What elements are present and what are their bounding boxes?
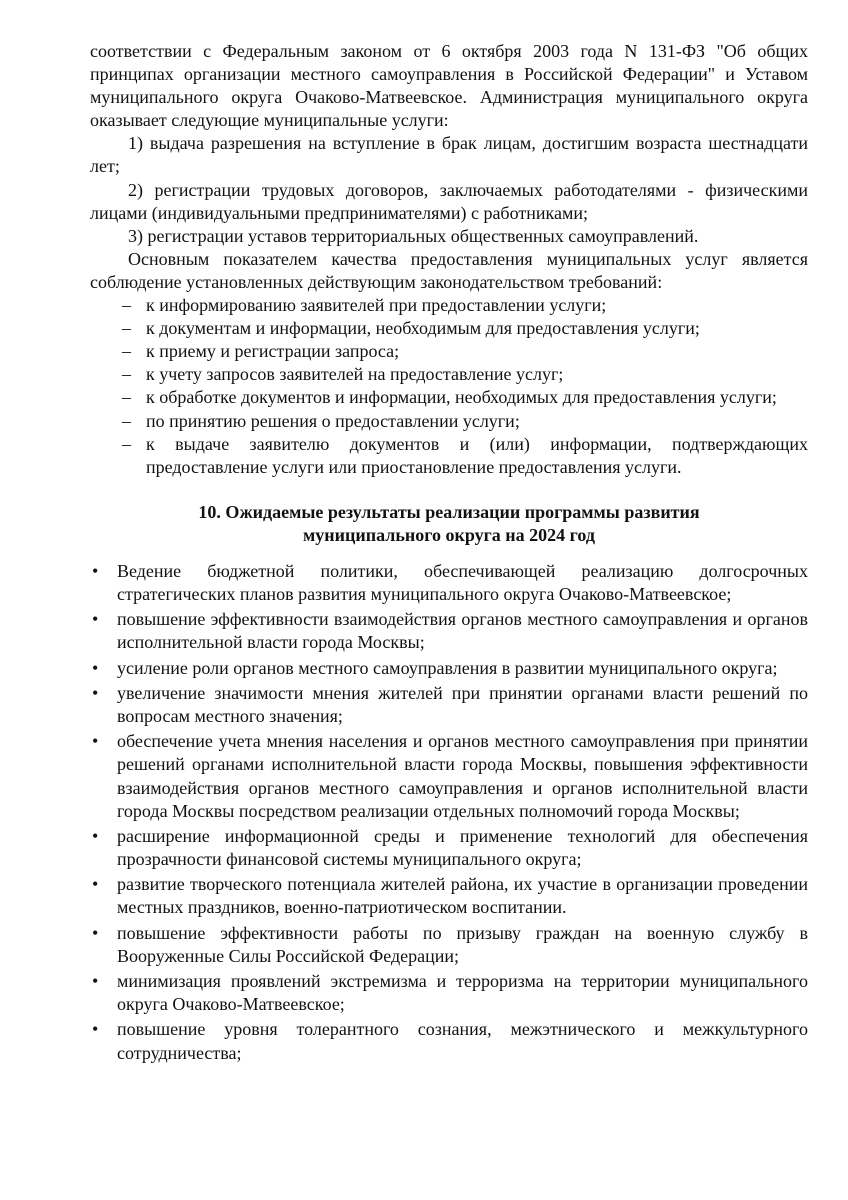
quality-paragraph: Основным показателем качества предоставления муниципальных услуг является соблюдение установленных действующим законодательством требований: [90, 248, 808, 292]
requirement-item [122, 340, 808, 363]
intro-paragraph: соответствии с Федеральным законом от 6 октября 2003 года N 131-ФЗ "Об общих принципах организации местного самоуправления в Российской Федерации" и Уставом муниципального округа Очаково-Матвеевское. Администрация муниципального округа оказывает следующие муниципальные услуги: [90, 41, 808, 131]
requirement-item [122, 433, 808, 479]
result-text: обеспечение учета мнения населения и органов местного самоуправления при принятии решений органами исполнительной власти города Москвы, повышения эффективности взаимодействия органов местного самоуправления и органов исполнительной власти города Москвы посредством реализации отдельных полномочий города Москвы; [117, 731, 808, 821]
bullet-marker: • [92, 1019, 99, 1040]
requirement-item [122, 410, 808, 433]
result-text: Ведение бюджетной политики, обеспечивающей реализацию долгосрочных стратегических планов развития муниципального округа Очаково-Матвеевское; [117, 560, 808, 605]
requirement-text: к учету запросов заявителей на предоставление услуг; [146, 364, 564, 385]
dash-marker: – [122, 410, 131, 431]
requirement-text: к информированию заявителей при предоставлении услуги; [146, 295, 607, 316]
result-item [90, 922, 808, 968]
bullet-marker: • [92, 683, 99, 703]
requirements-list [90, 294, 808, 479]
dash-marker: – [122, 295, 131, 316]
service-item-2: 2) регистрации трудовых договоров, заключаемых работодателями - физическими лицами (индивидуальными предпринимателями) с работниками; [90, 179, 808, 223]
requirement-text: к выдаче заявителю документов и (или) информации, подтверждающих предоставление услуги или приостановление предоставления услуги. [146, 433, 808, 477]
result-item [90, 1018, 808, 1064]
bullet-marker: • [92, 825, 99, 846]
result-text: усиление роли органов местного самоуправления в развитии муниципального округа; [117, 657, 778, 678]
requirement-item [122, 386, 808, 409]
service-item-3: 3) регистрации уставов территориальных общественных самоуправлений. [128, 225, 699, 246]
bullet-marker: • [92, 874, 99, 895]
result-item [90, 825, 808, 871]
requirement-text: по принятию решения о предоставлении услуги; [146, 410, 520, 431]
section-heading [90, 501, 808, 547]
result-item [90, 657, 808, 680]
bullet-marker: • [92, 609, 99, 630]
dash-marker: – [122, 433, 131, 454]
requirement-text: к приему и регистрации запроса; [146, 341, 400, 362]
result-item [90, 970, 808, 1016]
requirement-text: к обработке документов и информации, необходимых для предоставления услуги; [146, 387, 777, 408]
result-text: повышение эффективности взаимодействия органов местного самоуправления и органов исполнительной власти города Москвы; [117, 609, 808, 653]
bullet-marker: • [92, 971, 99, 992]
result-text: повышение эффективности работы по призыву граждан на военную службу в Вооруженные Силы Российской Федерации; [117, 922, 808, 966]
requirement-text: к документам и информации, необходимым для предоставления услуги; [146, 318, 700, 339]
result-text: повышение уровня толерантного сознания, межэтнического и межкультурного сотрудничества; [117, 1019, 808, 1063]
result-text: минимизация проявлений экстремизма и терроризма на территории муниципального округа Очаково-Матвеевское; [117, 971, 808, 1015]
dash-marker: – [122, 387, 131, 408]
service-item-1: 1) выдача разрешения на вступление в брак лицам, достигшим возраста шестнадцати лет; [90, 133, 808, 177]
dash-marker: – [122, 341, 131, 362]
result-item [90, 608, 808, 654]
requirement-item [122, 294, 808, 317]
requirement-item [122, 317, 808, 340]
requirement-item [122, 363, 808, 386]
result-item [90, 560, 808, 606]
dash-marker: – [122, 364, 131, 385]
bullet-marker: • [92, 560, 99, 581]
dash-marker: – [122, 318, 131, 339]
result-text: расширение информационной среды и применение технологий для обеспечения прозрачности финансовой системы муниципального округа; [117, 825, 808, 870]
section-heading-line-1: 10. Ожидаемые результаты реализации программы развития [198, 501, 700, 522]
result-item [90, 873, 808, 919]
result-item [90, 730, 808, 822]
result-text: увеличение значимости мнения жителей при принятии органами власти решений по вопросам местного значения; [117, 683, 808, 727]
section-heading-line-2: муниципального округа на 2024 год [303, 524, 595, 545]
bullet-marker: • [92, 657, 99, 678]
bullet-marker: • [92, 922, 99, 943]
expected-results-list [90, 560, 808, 1065]
result-item [90, 682, 808, 728]
bullet-marker: • [92, 731, 99, 752]
result-text: развитие творческого потенциала жителей района, их участие в организации проведении местных праздников, военно-патриотическом воспитании. [117, 874, 808, 918]
